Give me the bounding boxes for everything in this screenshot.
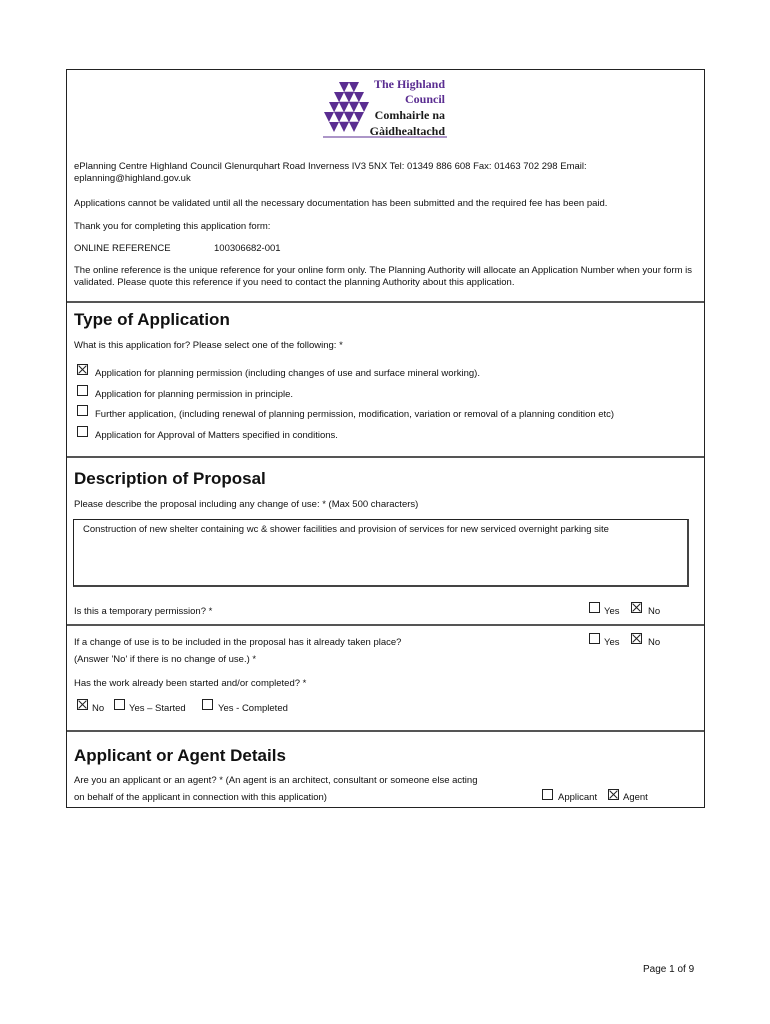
work-started-question: Has the work already been started and/or completed? * [74,678,307,689]
validation-note: Applications cannot be validated until all the necessary documentation has been submitted and the required fee has been paid. [74,198,608,209]
logo-line-2: Council [404,92,445,106]
online-ref-value: 100306682-001 [214,243,281,254]
type-option-4-checkbox[interactable] [77,426,88,437]
type-option-1-label: Application for planning permission (including changes of use and surface mineral working). [95,368,480,379]
change-yes-label: Yes [604,637,620,648]
proposal-description-text: Construction of new shelter containing wc & shower facilities and provision of services for new serviced overnight parking site [83,524,609,535]
type-option-4-label: Application for Approval of Matters specified in conditions. [95,430,338,441]
started-yes-completed-label: Yes - Completed [218,703,288,714]
online-ref-label: ONLINE REFERENCE [74,243,171,254]
temporary-yes-label: Yes [604,606,620,617]
started-no-label: No [92,703,105,714]
logo-line-3: Comhairle na [374,108,445,122]
applicant-agent-heading: Applicant or Agent Details [74,746,286,765]
highland-council-logo [319,74,451,142]
change-of-use-note: (Answer 'No' if there is no change of use.) * [74,654,257,665]
temporary-no-label: No [648,606,661,617]
logo-line-1: The Highland [373,77,445,91]
started-yes-completed-checkbox[interactable] [202,699,213,710]
ref-note: The online reference is the unique reference for your online form only. The Planning Authority will allocate an Application Number when your form is validated. Please quote this reference if you need to contact the planning Authority about this application. [74,265,693,288]
form-frame [66,69,705,808]
type-option-3-label: Further application, (including renewal of planning permission, modification, variation or removal of a planning condition etc) [95,409,615,420]
page-number: Page 1 of 9 [643,964,695,975]
change-no-checkbox[interactable] [631,633,642,644]
change-of-use-question: If a change of use is to be included in the proposal has it already taken place? [74,637,402,648]
type-option-1-checkbox[interactable] [77,364,88,375]
type-option-2-checkbox[interactable] [77,385,88,396]
proposal-description-field[interactable] [73,519,689,587]
type-option-2-label: Application for planning permission in principle. [95,389,294,400]
change-no-label: No [648,637,661,648]
applicant-checkbox[interactable] [542,789,553,800]
agent-label: Agent [623,792,648,803]
applicant-question-line-1: Are you an applicant or an agent? * (An agent is an architect, consultant or someone else acting [74,775,478,786]
type-question: What is this application for? Please select one of the following: * [74,340,343,351]
applicant-question-line-2: on behalf of the applicant in connection with this application) [74,792,327,803]
temporary-question: Is this a temporary permission? * [74,606,213,617]
section-divider [67,730,704,732]
section-divider [67,456,704,458]
temporary-no-checkbox[interactable] [631,602,642,613]
change-yes-checkbox[interactable] [589,633,600,644]
header-address: ePlanning Centre Highland Council Glenurquhart Road Inverness IV3 5NX Tel: 01349 886 608 Fax: 01463 702 298 Email: eplanning@highland.gov.uk [74,161,587,184]
applicant-label: Applicant [558,792,598,803]
started-yes-started-label: Yes – Started [129,703,186,714]
started-yes-started-checkbox[interactable] [114,699,125,710]
started-no-checkbox[interactable] [77,699,88,710]
type-option-3-checkbox[interactable] [77,405,88,416]
type-of-application-heading: Type of Application [74,310,230,329]
thanks-text: Thank you for completing this application form: [74,221,271,232]
logo-line-4: Gàidhealtachd [369,124,445,138]
section-divider [67,624,704,626]
description-instruction: Please describe the proposal including any change of use: * (Max 500 characters) [74,499,419,510]
temporary-yes-checkbox[interactable] [589,602,600,613]
description-heading: Description of Proposal [74,469,266,488]
section-divider [67,301,704,303]
agent-checkbox[interactable] [608,789,619,800]
